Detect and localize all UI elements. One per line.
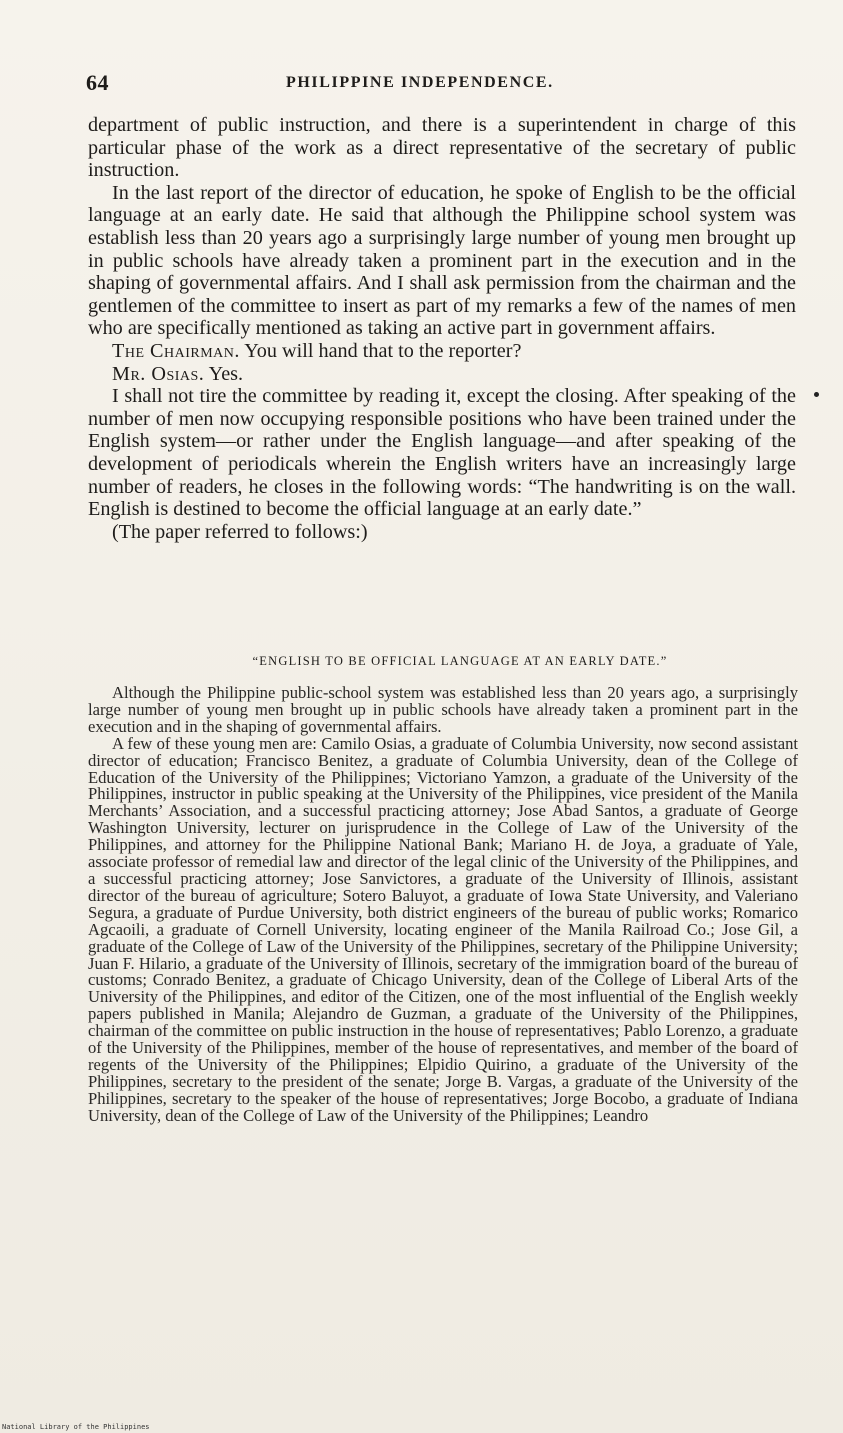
page-number: 64	[86, 70, 109, 95]
paragraph-1: department of public instruction, and there is a superintendent in charge of this particular phase of the work as a direct representative of the secretary of public instruction.	[88, 114, 796, 182]
quoted-paper-title: “ENGLISH TO BE OFFICIAL LANGUAGE AT AN EARLY DATE.”	[252, 654, 668, 668]
osias-remark: Yes.	[204, 362, 244, 385]
paragraph-2: In the last report of the director of education, he spoke of English to be the official language at an early date. He said that although the Philippine school system was establish less than 20 years ago a surprisingly large number of young men brought up in public schools have already taken a prominent part in the execution and in the shaping of governmental affairs. And I shall ask permission from the chairman and the gentlemen of the committee to insert as part of my remarks a few of the names of men who are specifically mentioned as taking an active part in government affairs.	[88, 181, 796, 340]
quote-paragraph-1: Although the Philippine public-school system was established less than 20 years ago, a surprisingly large number of young men brought up in public schools have already taken a prominent part in the execution and in the shaping of governmental affairs.	[88, 683, 798, 736]
paragraph-3	[88, 340, 796, 363]
chairman-remark: You will hand that to the reporter?	[239, 339, 522, 362]
running-head: PHILIPPINE INDEPENDENCE.	[286, 74, 554, 91]
paragraph-5: I shall not tire the committee by reading it, except the closing. After speaking of the number of men now occupying responsible positions who have been trained under the English system—or rather under the English language—and after speaking of the development of periodicals wherein the English writers have an increasingly large number of readers, he closes in the following words: “The handwriting is on the wall. English is destined to become the official language at an early date.”	[88, 385, 796, 521]
speaker-chairman: The Chairman.	[112, 339, 240, 362]
margin-dot-mark	[814, 392, 819, 397]
paragraph-4	[88, 363, 796, 386]
quote-paragraph-2: A few of these young men are: Camilo Osias, a graduate of Columbia University, now second assistant director of education; Francisco Benitez, a graduate of Columbia University, dean of the College of Education of the University of the Philippines; Victoriano Yamzon, a graduate of the University of the Philippines, instructor in public speaking at the University of the Philippines, vice president of the Manila Merchants’ Association, and a successful practicing attorney; Jose Abad Santos, a graduate of George Washington University, lecturer on jurisprudence in the College of Law of the University of the Philippines, and attorney for the Philippine National Bank; Mariano H. de Joya, a graduate of Yale, associate professor of remedial law and director of the legal clinic of the University of the Philippines, and a successful practicing attorney; Jose Sanvictores, a graduate of the University of Illinois, assistant director of the bureau of agriculture; Sotero Baluyot, a graduate of Iowa State University, and Valeriano Segura, a graduate of Purdue University, both district engineers of the bureau of public works; Romarico Agcaoili, a graduate of Cornell University, locating engineer of the Manila Railroad Co.; Jose Gil, a graduate of the College of Law of the University of the Philippines, secretary of the Philippine University; Juan F. Hilario, a graduate of the University of Illinois, secretary of the immigration board of the bureau of customs; Conrado Benitez, a graduate of Chicago University, dean of the College of Liberal Arts of the University of the Philippines, and editor of the Citizen, one of the most influential of the English weekly papers published in Manila; Alejandro de Guzman, a graduate of the University of the Philippines, chairman of the committee on public instruction in the house of representatives; Pablo Lorenzo, a graduate of the University of the Philippines, member of the house of representatives, and member of the board of regents of the University of the Philippines; Elpidio Quirino, a graduate of the University of the Philippines, secretary to the president of the senate; Jorge B. Vargas, a graduate of the University of the Philippines, secretary to the speaker of the house of representatives; Jorge Bocobo, a graduate of Indiana University, dean of the College of Law of the University of the Philippines; Leandro	[88, 733, 798, 1125]
page-header	[86, 70, 793, 98]
library-footer: National Library of the Philippines	[2, 1423, 150, 1431]
quoted-paper-text	[88, 685, 798, 1125]
speaker-osias: Mr. Osias.	[112, 362, 205, 385]
paragraph-6: (The paper referred to follows:)	[112, 520, 368, 543]
body-text	[88, 114, 796, 543]
